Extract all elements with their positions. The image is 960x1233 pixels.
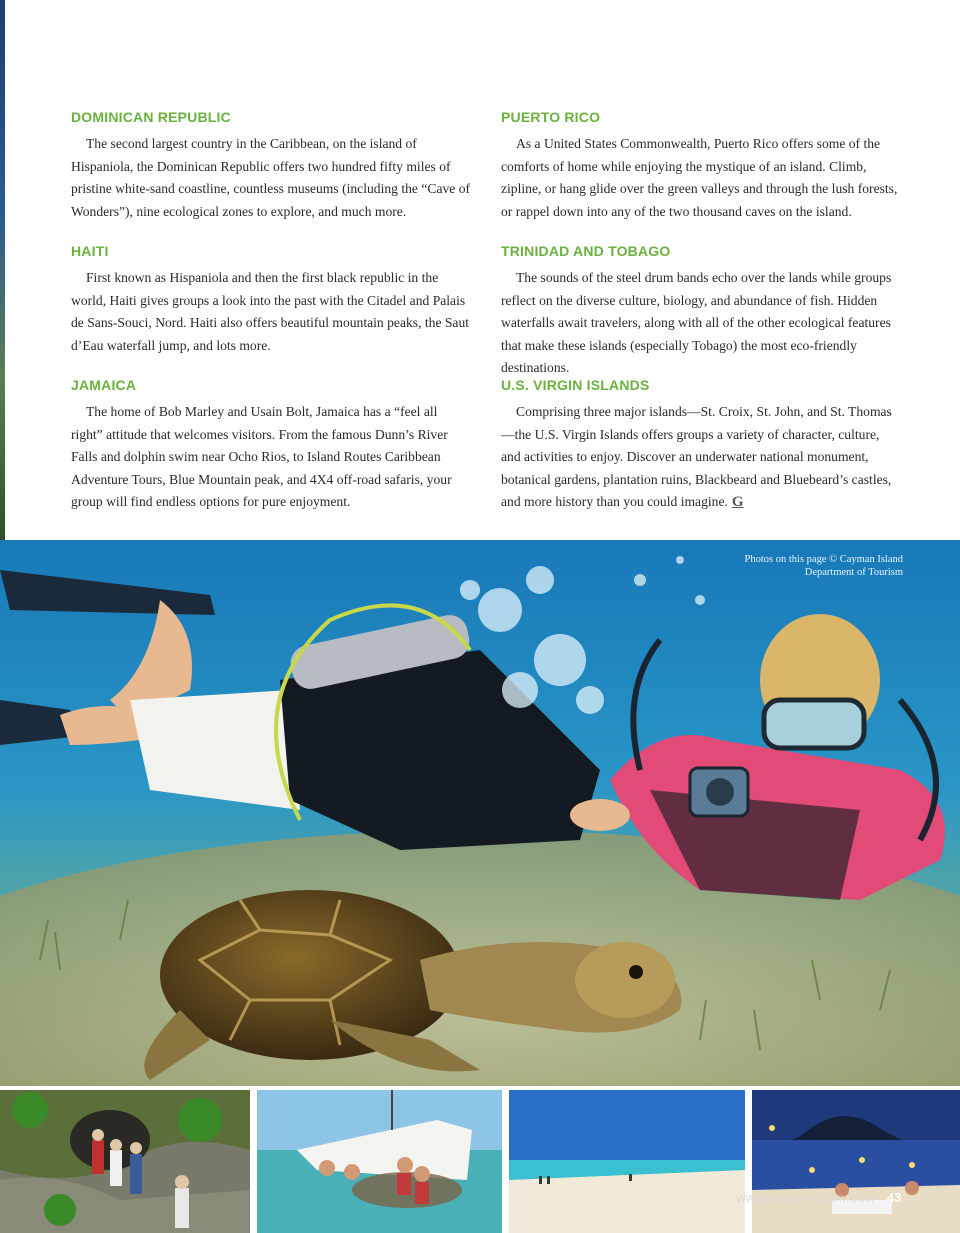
section-trinidad-and-tobago (501, 238, 901, 375)
section-heading: HAITI (71, 243, 109, 259)
thumb-photo-beach-dinner-night (752, 1090, 960, 1233)
section-dominican-republic (71, 104, 471, 221)
section-heading: DOMINICAN REPUBLIC (71, 109, 231, 125)
section-heading: U.S. VIRGIN ISLANDS (501, 377, 650, 393)
section-heading: TRINIDAD AND TOBAGO (501, 243, 671, 259)
thumb-photo-stingray-city (257, 1090, 502, 1233)
section-body: The home of Bob Marley and Usain Bolt, Jamaica has a “feel all right” attitude that welcomes visitors. From the famous Dunn’s River Falls and dolphin swim near Ocho Rios, to Island Routes Caribbean Adventure Tours, Blue Mountain peak, and 4X4 off-road safaris, your group will find endless options for pure enjoyment. (71, 404, 452, 509)
left-column (71, 104, 471, 531)
section-body (501, 401, 901, 514)
hero-photo-divers-and-turtle (0, 540, 960, 1086)
section-haiti (71, 238, 471, 355)
footer-url: WWW.GROUPSTODAY.COM (736, 1194, 874, 1205)
section-heading: JAMAICA (71, 377, 137, 393)
section-body: The sounds of the steel drum bands echo over the lands while groups reflect on the diverse culture, biology, and abundance of fish. Hidden waterfalls await travelers, along with all of the other ecological features that make these islands (especially Tobago) the most eco-friendly destinations. (501, 270, 892, 375)
thumb-photo-white-sand-beach (509, 1090, 745, 1233)
thumb-photo-cave-visitors (0, 1090, 250, 1233)
section-jamaica (71, 372, 471, 514)
photo-credit: Photos on this page © Cayman Island Department of Tourism (744, 554, 903, 578)
section-body: First known as Hispaniola and then the first black republic in the world, Haiti gives groups a look into the past with the Citadel and Palais de Sans-Souci, Nord. Haiti also offers beautiful mountain peaks, the Saut d’Eau waterfall jump, and lots more. (71, 270, 470, 353)
section-us-virgin-islands (501, 372, 901, 514)
section-body: As a United States Commonwealth, Puerto Rico offers some of the comforts of home while enjoying the mystique of an island. Climb, zipline, or hang glide over the green valleys and through the lush forests, or rappel down into any of the two thousand caves on the island. (501, 136, 898, 219)
section-puerto-rico (501, 104, 901, 221)
right-column (501, 104, 901, 531)
section-heading: PUERTO RICO (501, 109, 601, 125)
end-mark-logo: G (731, 494, 744, 510)
page-number: 43 (887, 1190, 902, 1205)
section-body-text: Comprising three major islands—St. Croix, St. John, and St. Thomas—the U.S. Virgin Islands offers groups a variety of character, culture, and activities to enjoy. Discover an underwater national monument, botanical gardens, plantation ruins, Blackbeard and Bluebeard’s castles, and more history than you could imagine. (501, 404, 892, 509)
left-edge-photo-strip (0, 0, 5, 540)
section-body: The second largest country in the Caribbean, on the island of Hispaniola, the Dominican Republic offers two hundred fifty miles of pristine white-sand coastline, countless museums (including the “Cave of Wonders”), nine ecological zones to explore, and much more. (71, 136, 471, 219)
